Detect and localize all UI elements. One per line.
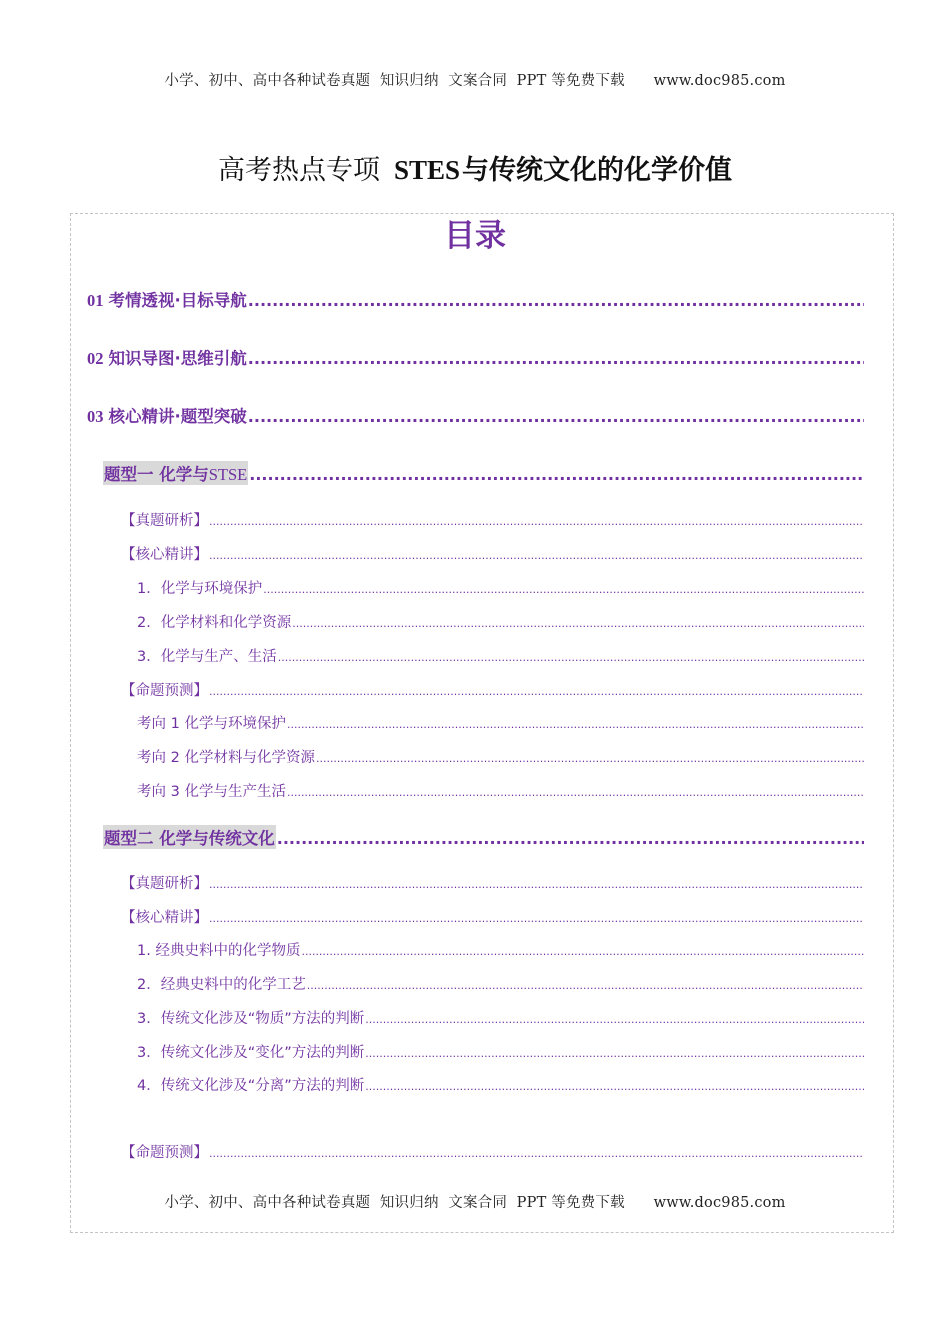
dot-leader: [301, 945, 864, 958]
title-part-2: STES: [393, 155, 461, 185]
section-number: 02: [87, 349, 104, 368]
section-number: 01: [87, 291, 104, 310]
toc-item-label: 【核心精讲】: [121, 910, 208, 926]
toc-item-yuce[interactable]: [121, 679, 864, 700]
toc-item-yuce[interactable]: [121, 1141, 864, 1162]
toc-subitem[interactable]: [137, 1074, 864, 1095]
dot-leader: [209, 515, 864, 528]
toc-subitem[interactable]: [137, 577, 864, 598]
dot-leader: [365, 1047, 864, 1060]
toc-subitem[interactable]: [137, 973, 864, 994]
page-footer: 小学、初中、高中各种试卷真题 知识归纳 文案合同 PPT 等免费下载 www.doc985.com: [164, 1195, 786, 1211]
toc-item-label: 4．传统文化涉及“分离”方法的判断: [137, 1078, 365, 1094]
dot-leader: [278, 651, 864, 664]
dot-leader: [277, 829, 864, 848]
dot-leader: [209, 878, 864, 891]
dot-leader: [307, 979, 864, 992]
toc-item-label: 【真题研析】: [121, 876, 208, 892]
toc-item-label: 考向 2 化学材料与化学资源: [137, 750, 315, 766]
dot-leader: [209, 685, 864, 698]
toc-type-2[interactable]: [103, 825, 864, 849]
type-label: 题型二 化学与传统文化: [103, 825, 276, 849]
dot-leader: [209, 912, 864, 925]
toc-item-label: 【核心精讲】: [121, 547, 208, 563]
toc-item-label: 【真题研析】: [121, 513, 208, 529]
dot-leader: [209, 549, 864, 562]
toc-item-hexin[interactable]: [121, 543, 864, 564]
dot-leader: [249, 465, 864, 484]
page-header: 小学、初中、高中各种试卷真题 知识归纳 文案合同 PPT 等免费下载 www.doc985.com: [164, 73, 786, 89]
toc-item-label: 1．化学与环境保护: [137, 581, 263, 597]
dot-leader: [209, 1147, 864, 1160]
toc-heading: 目录: [444, 218, 506, 254]
toc-section-01[interactable]: [87, 287, 864, 311]
toc-subitem[interactable]: [137, 1041, 864, 1062]
toc-item-label: 考向 3 化学与生产生活: [137, 784, 286, 800]
toc-section-02[interactable]: [87, 345, 864, 369]
toc-item-label: 2．化学材料和化学资源: [137, 615, 292, 631]
toc-subitem[interactable]: [137, 746, 864, 767]
toc-subitem[interactable]: [137, 1007, 864, 1028]
toc-item-label: 3．化学与生产、生活: [137, 649, 277, 665]
toc-item-label: 3．传统文化涉及“变化”方法的判断: [137, 1045, 365, 1061]
section-label: 知识导图·思维引航: [108, 349, 247, 368]
title-part-3: 与传统文化的化学价值: [462, 155, 733, 186]
dot-leader: [248, 291, 864, 310]
toc-item-label: 考向 1 化学与环境保护: [137, 716, 286, 732]
toc-subitem[interactable]: [137, 611, 864, 632]
dot-leader: [287, 786, 864, 799]
toc-item-label: 【命题预测】: [121, 683, 208, 699]
toc-item-label: 【命题预测】: [121, 1145, 208, 1161]
type-label-suffix: STSE: [208, 465, 248, 484]
toc-item-label: 3．传统文化涉及“物质”方法的判断: [137, 1011, 365, 1027]
dot-leader: [248, 407, 864, 426]
toc-item-zhenti[interactable]: [121, 872, 864, 893]
toc-item-label: 1. 经典史料中的化学物质: [137, 943, 301, 959]
toc-subitem[interactable]: [137, 780, 864, 801]
dot-leader: [365, 1080, 864, 1093]
toc-subitem[interactable]: [137, 712, 864, 733]
section-number: 03: [87, 407, 104, 426]
toc-type-1[interactable]: [103, 461, 864, 485]
dot-leader: [365, 1013, 864, 1026]
section-label: 核心精讲·题型突破: [108, 407, 247, 426]
dot-leader: [248, 349, 864, 368]
dot-leader: [263, 583, 864, 596]
toc-section-03[interactable]: [87, 403, 864, 427]
type-label: 题型一 化学与: [104, 465, 209, 484]
dot-leader: [316, 752, 864, 765]
toc-item-hexin[interactable]: [121, 906, 864, 927]
section-label: 考情透视·目标导航: [108, 291, 247, 310]
toc-item-label: 2．经典史料中的化学工艺: [137, 977, 306, 993]
toc-item-zhenti[interactable]: [121, 509, 864, 530]
toc-subitem[interactable]: [137, 939, 864, 960]
dot-leader: [287, 718, 864, 731]
dot-leader: [292, 617, 864, 630]
title-part-1: 高考热点专项: [217, 155, 380, 186]
document-title: [0, 148, 950, 187]
toc-subitem[interactable]: [137, 645, 864, 666]
